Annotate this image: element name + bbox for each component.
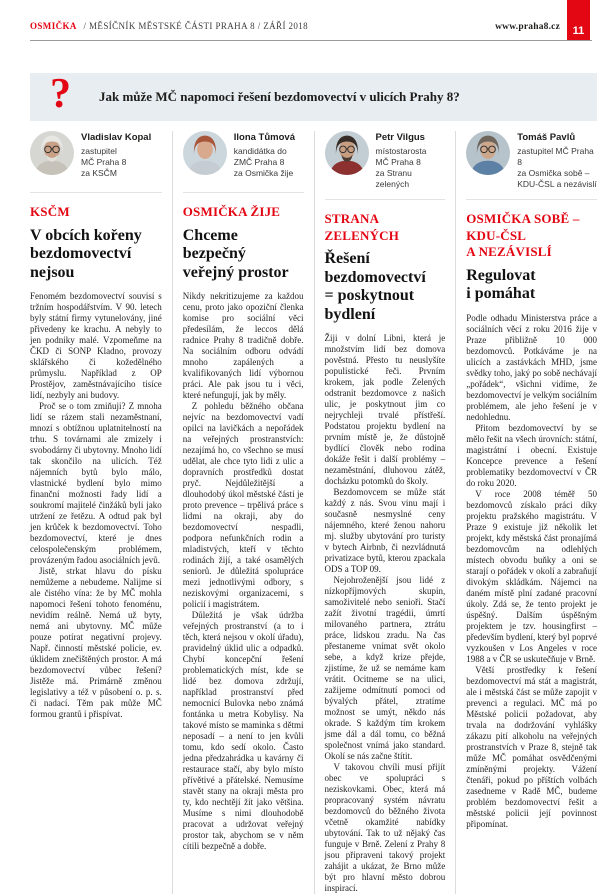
column-title: V obcích kořeny bezdomovectví nejsou (30, 226, 142, 281)
portrait-photo (466, 131, 510, 175)
person-header (325, 131, 446, 200)
body-paragraph: Žiji v dolní Libni, která je množstvím lidí bez domova pověstná. Přesto tu neuslyšíte populistické řeči. Prvním krokem, jak podle Zelených odstranit bezdomovce z našich ulic, je poskytnout jim co nejrychleji trvalé přístřeší. Podstatou projektu bydlení na prvním místě je, že důstojně bydlící člověk nebo rodina dokáže řešit i další problémy – nezaměstnání, dluhovou zátěž, docházku potomků do školy. (324, 333, 446, 486)
person-role-line: ZMČ Praha 8 (233, 157, 285, 167)
person-name: Petr Vilgus (375, 132, 425, 143)
opinion-column-osmicka-zije (172, 131, 314, 894)
person-name: Tomáš Pavlů (517, 132, 576, 143)
body-paragraph: V roce 2008 téměř 50 bezdomovců získalo práci díky projektu pražského magistrátu. V Praze 9 existuje již několik let projekt, kdy městská část pronajímá bezdomovcům na odlehlých místech obvodu buňky a oni se starají o pořádek v okolí a zabraňují divokým skládkám. Nájemci na daném místě plní zadané pracovní úkoly. Zdá se, že tento projekt je úspěšný. Dalším úspěšným projektem je tzv. housingfirst – především bydlení, který byl poprvé vyzkoušen v Los Angeles v roce 1988 a v ČR se uskutečňuje v Brně. (466, 488, 597, 664)
person-info (81, 131, 151, 179)
person-role-line: zastupitel (81, 146, 117, 156)
person-role-line: za Stranu zelených (375, 168, 412, 189)
body-paragraph: Větší prostředky k řešení bezdomovectví má stát a magistrát, ale i městská část se může zapojit v prevenci a regulaci. MČ má po Městské policii požadovat, aby trvala na dodržování vyhlášky zákazu pití alkoholu na veřejných prostranstvích v Praze 8, stejně tak může MČ pomáhat osvědčenými zmíněnými projekty. Vážení čtenáři, pokud po příštích volbách zasedneme v Radě MČ, budeme problém bezdomovectví řešit a městské policii její povinnost připomínat. (466, 664, 597, 829)
person-header (466, 131, 597, 200)
column-title: Regulovat i pomáhat (466, 266, 536, 302)
person-role-line: za KSČM (81, 168, 117, 178)
person-header (183, 131, 304, 193)
question-mark-icon: ? (50, 71, 71, 117)
body-paragraph: Podle odhadu Ministerstva práce a sociálních věcí z roku 2016 žije v Praze přibližně 10 000 bezdomovců. Potkáváme je na ulicích a zastávkách MHD, jsme svědky toho, jaký po sobě nechávají „pořádek“, všichni vidíme, že bezdomovectví je velkým sociálním problémem, ale jeho řešení je v nedohlednu. (466, 312, 597, 422)
opinion-column-kscm (30, 131, 172, 894)
body-paragraph: Proč se o tom zmiňuji? Z mnoha lidí se rázem stali nezaměstnaní, mnozí s obtížnou uplatnitelností na trhu. S továrnami ale zmizely i svobodárny či ubytovny. Mnoho lidí tak skončilo na ulicích. Též nájemních bytů bylo málo, vlastnické bydlení bylo mimo finanční možnosti řady lidí a soukromí majitelé činžáků byli jako utržení ze řetězu. A odtud pak byl jen krůček k bezdomovectví. Toho bezdomovectví, které je dnes celospolečenským problémem, provázeným řadou asociálních jevů. (30, 401, 162, 565)
question-banner (30, 73, 597, 121)
person-role-line: KDU-ČSL a nezávislí (517, 179, 597, 189)
column-title: Chceme bezpečný veřejný prostor (182, 226, 289, 281)
person-header (30, 131, 162, 193)
person-name: Vladislav Kopal (81, 132, 152, 143)
portrait-photo (325, 131, 369, 175)
party-heading: OSMIČKA SOBĚ – KDU-ČSL A NEZÁVISLÍ (466, 211, 580, 259)
body-paragraph: Nikdy nekritizujeme za každou cenu, proto jako opoziční členka komise pro sociální věci předesílám, že leccos dělá radnice Prahy 8 tradičně dobře. Na sociálním odboru odvádí mnoho zapálených a kvalifikovaných lidí výbornou práci. Ale pak jsou tu i věci, které nefungují, jak by měly. (182, 291, 304, 400)
page-number-tab (567, 0, 590, 40)
masthead-website: www.praha8.cz (495, 22, 560, 32)
body-paragraph: Důležitá je však údržba veřejných prostranství (a to i těch, která nejsou v okolí úřadu), pravidelný úklid ulic a odpadků. Chybí koncepční řešení problematických míst, kde se lidé bez domova zdržují, například prostranství před nemocnicí Bulovka nebo známá fontánka u metra Kobylisy. Na takové místo se maminka s dětmi neposadí – a není to jen kvůli tomu, kdo sedí okolo. Často jedna předzahrádka u kavárny či restaurace stačí, aby bylo místo přívětivé a přátelské. Nemusíme stavět stany na okraji města pro ty, kdo nechtějí žít jako většina. Musíme s nimi dlouhodobě pracovat a udržovat veřejný prostor tak, abychom se v něm cítili bezpečně a dobře. (182, 610, 304, 851)
person-role-line: MČ Praha 8 (375, 157, 421, 167)
person-name: Ilona Tůmová (233, 132, 295, 143)
masthead-left (30, 21, 308, 31)
body-paragraph: Jistě, strkat hlavu do písku nemůžeme a nebudeme. Nalijme si ale čistého vína: že by MČ mohla napomoci řešení tohoto fenoménu, nevidím reálně. Nemá už byty, nemá ani ubytovny. MČ může pouze potírat negativní projevy. Např. činností městské policie, ev. úklidem znečištěných prostor. A má bezdomovectví vůbec řešení? Jistěže má. Primárně změnou legislativy a též v působení o. p. s. či nadací. Těm pak může MČ formou grantů i přispívat. (30, 566, 162, 719)
magazine-brand: OSMIČKA (30, 21, 77, 31)
party-heading: OSMIČKA ŽIJE (182, 204, 281, 219)
body-paragraph: Bezdomovcem se může stát každý z nás. Svou vinu mají i současně nesmyslné ceny nájemného, které ženou nahoru mj. služby ubytování pro turisty v bytech Airbnb, či nezvládnutá privatizace bytů, kterou zpackala ODS a TOP 09. (324, 487, 446, 574)
question-text: Jak může MČ napomoci řešení bezdomovectví v ulicích Prahy 8? (99, 89, 460, 104)
person-role-line: za Osmička sobě – (517, 168, 590, 178)
person-info (234, 131, 295, 179)
opinion-column-strana-zelenych (314, 131, 456, 894)
person-role-line: za Osmička žije (233, 168, 294, 178)
opinion-columns (30, 131, 597, 893)
body-paragraph: Z pohledu běžného občana nejvíc na bezdomovectví vadí opilci na lavičkách a nepořádek na veřejných prostranstvích: nezajímá ho, co všechno se musí udělat, ale chce tyto lidi z ulic a dopravních prostředků dostat pryč. Nejdůležitější a dlouhodobý úkol městské části je proto prevence – trpělivá práce s lidmi na okraji, aby do bezdomovectví nespadli, podpora nefunkčních rodin a mladistvých, kteří v těchto rodinách žijí, a také osamělých seniorů. Je důležitá spolupráce mezi jednotlivými odbory, s neziskovými organizacemi, s policií i magistrátem. (182, 401, 304, 609)
person-info (376, 131, 446, 190)
portrait-photo (183, 131, 227, 175)
page-number: 11 (572, 25, 585, 37)
party-heading: STRANA ZELENÝCH (324, 211, 400, 243)
person-role-line: kandidátka do (233, 146, 287, 156)
masthead (30, 21, 560, 32)
body-paragraph: Nejohroženější jsou lidé z nízkopříjmových skupin, samoživitelé nebo senioři. Stačí zažít životní tragédii, úmrtí milovaného partnera, ztrátu práce, lidskou zradu. Na čas přestaneme vnímat svět okolo sebe, a když krize přejde, zjistíme, že už se nemáme kam vrátit. Ocitneme se na ulici, zažijeme odmítnutí pomoci od bývalých přátel, ztratíme možnost se umýt, někdo nás okrade. S každým tím krokem jsme dál a dál tomu, co běžná společnost vnímá jako standard. Okolí se nás začne štítit. (324, 575, 446, 761)
person-role-line: místostarosta (375, 146, 427, 156)
person-info (517, 131, 597, 190)
body-paragraph: V takovou chvíli musí přijít obec ve spolupráci s neziskovkami. Obec, která má propracovaný systém návratu bezdomovců do běžného života včetně okamžité nabídky ubytování. Tak to už nějaký čas funguje v Brně. Zelení z Prahy 8 jsou připraveni takový projekt zahájit a ukázat, že Brno může být pro hlavní město dobrou inspirací. (324, 762, 446, 893)
person-role-line: MČ Praha 8 (81, 157, 127, 167)
person-role-line: zastupitel MČ Praha 8 (517, 146, 594, 167)
column-title: Řešení bezdomovectví = poskytnout bydlení (324, 250, 426, 323)
body-paragraph: Fenomém bezdomovectví souvisí s tržním hospodářstvím. V 90. letech byly státní firmy vytunelovány, jiné přivedeny ke krachu. A nebyly to jen podniky malé. Vzpomeňme na ČKD či SONP Kladno, provozy sklářského či kožedělného průmyslu. Například z OP Prostějov, zaměstnávajícího tisíce lidí, nezbyly ani budovy. (30, 291, 162, 400)
opinion-column-osmicka-sobe (455, 131, 597, 894)
masthead-divider (30, 40, 592, 41)
party-heading: KSČM (30, 204, 70, 219)
portrait-photo (30, 131, 74, 175)
body-paragraph: Přitom bezdomovectví by se mělo řešit na všech úrovních: státní, magistrátní i obecní. Existuje Koncepce prevence a řešení problematiky bezdomovectví v ČR do roku 2020. (466, 422, 597, 488)
masthead-issue-line: / MĚSÍČNÍK MĚSTSKÉ ČÁSTI PRAHA 8 / ZÁŘÍ 2018 (83, 21, 309, 31)
